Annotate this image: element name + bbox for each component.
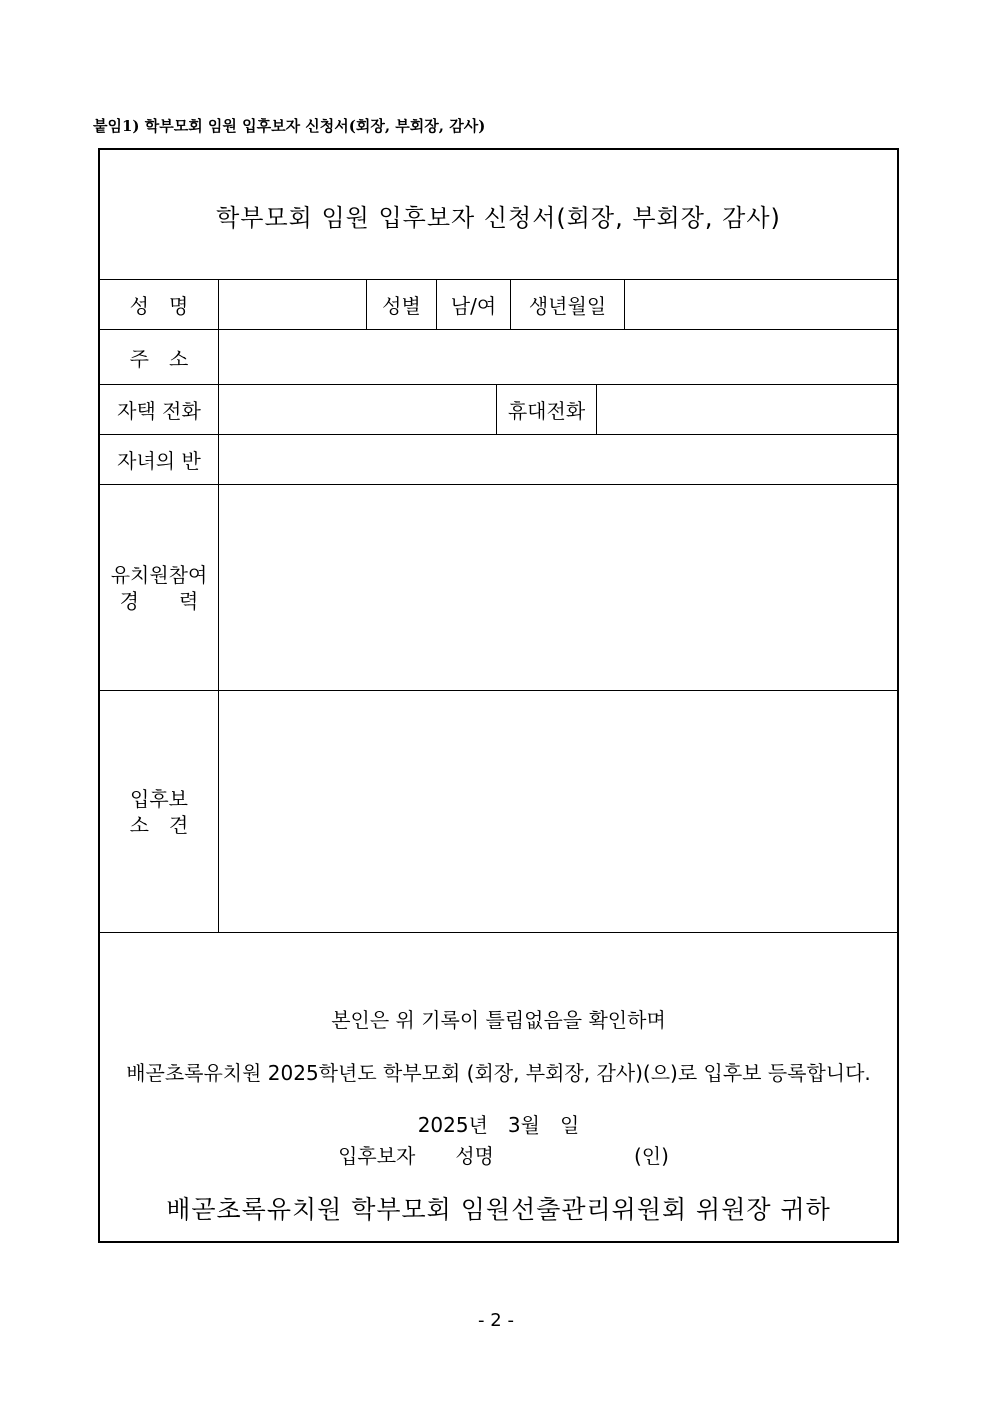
declaration-date: 2025년 3월 일	[417, 1113, 580, 1137]
form-title: 학부모회 임원 입후보자 신청서(회장, 부회장, 감사)	[216, 203, 781, 232]
gender-field[interactable]: 남/여	[450, 294, 497, 318]
birth-field[interactable]	[625, 280, 897, 329]
birth-label: 생년월일	[528, 294, 607, 318]
declaration-signer: 입후보자 성명 (인)	[338, 1144, 669, 1168]
opinion-label	[100, 691, 218, 932]
attachment-label: 붙임1) 학부모회 임원 입후보자 신청서(회장, 부회장, 감사)	[93, 117, 486, 135]
name-label: 성 명	[129, 294, 189, 318]
opinion-label-line1: 입후보	[130, 786, 188, 811]
gender-label: 성별	[382, 294, 421, 318]
career-label-line1: 유치원참여	[110, 562, 208, 587]
home-phone-label: 자택 전화	[117, 399, 201, 423]
declaration-recipient: 배곧초록유치원 학부모회 임원선출관리위원회 위원장 귀하	[166, 1195, 831, 1224]
address-field[interactable]	[219, 330, 897, 384]
declaration-line2: 배곧초록유치원 2025학년도 학부모회 (회장, 부회장, 감사)(으)로 입후보 등록합니다.	[126, 1061, 871, 1085]
opinion-label-line2: 소 견	[129, 812, 189, 837]
career-field[interactable]	[219, 485, 897, 690]
child-class-label: 자녀의 반	[117, 449, 201, 473]
address-label: 주 소	[129, 346, 189, 371]
child-class-field[interactable]	[219, 435, 897, 484]
application-form	[98, 148, 899, 1243]
declaration-line1: 본인은 위 기록이 틀림없음을 확인하며	[331, 1008, 666, 1032]
name-field[interactable]	[219, 280, 366, 329]
mobile-phone-label: 휴대전화	[507, 399, 586, 423]
career-label-line2: 경 력	[119, 588, 199, 613]
home-phone-field[interactable]	[219, 385, 496, 434]
opinion-field[interactable]	[219, 691, 897, 932]
grid-line	[100, 932, 897, 933]
career-label	[100, 485, 218, 690]
mobile-phone-field[interactable]	[597, 385, 897, 434]
page-number: - 2 -	[478, 1310, 514, 1331]
